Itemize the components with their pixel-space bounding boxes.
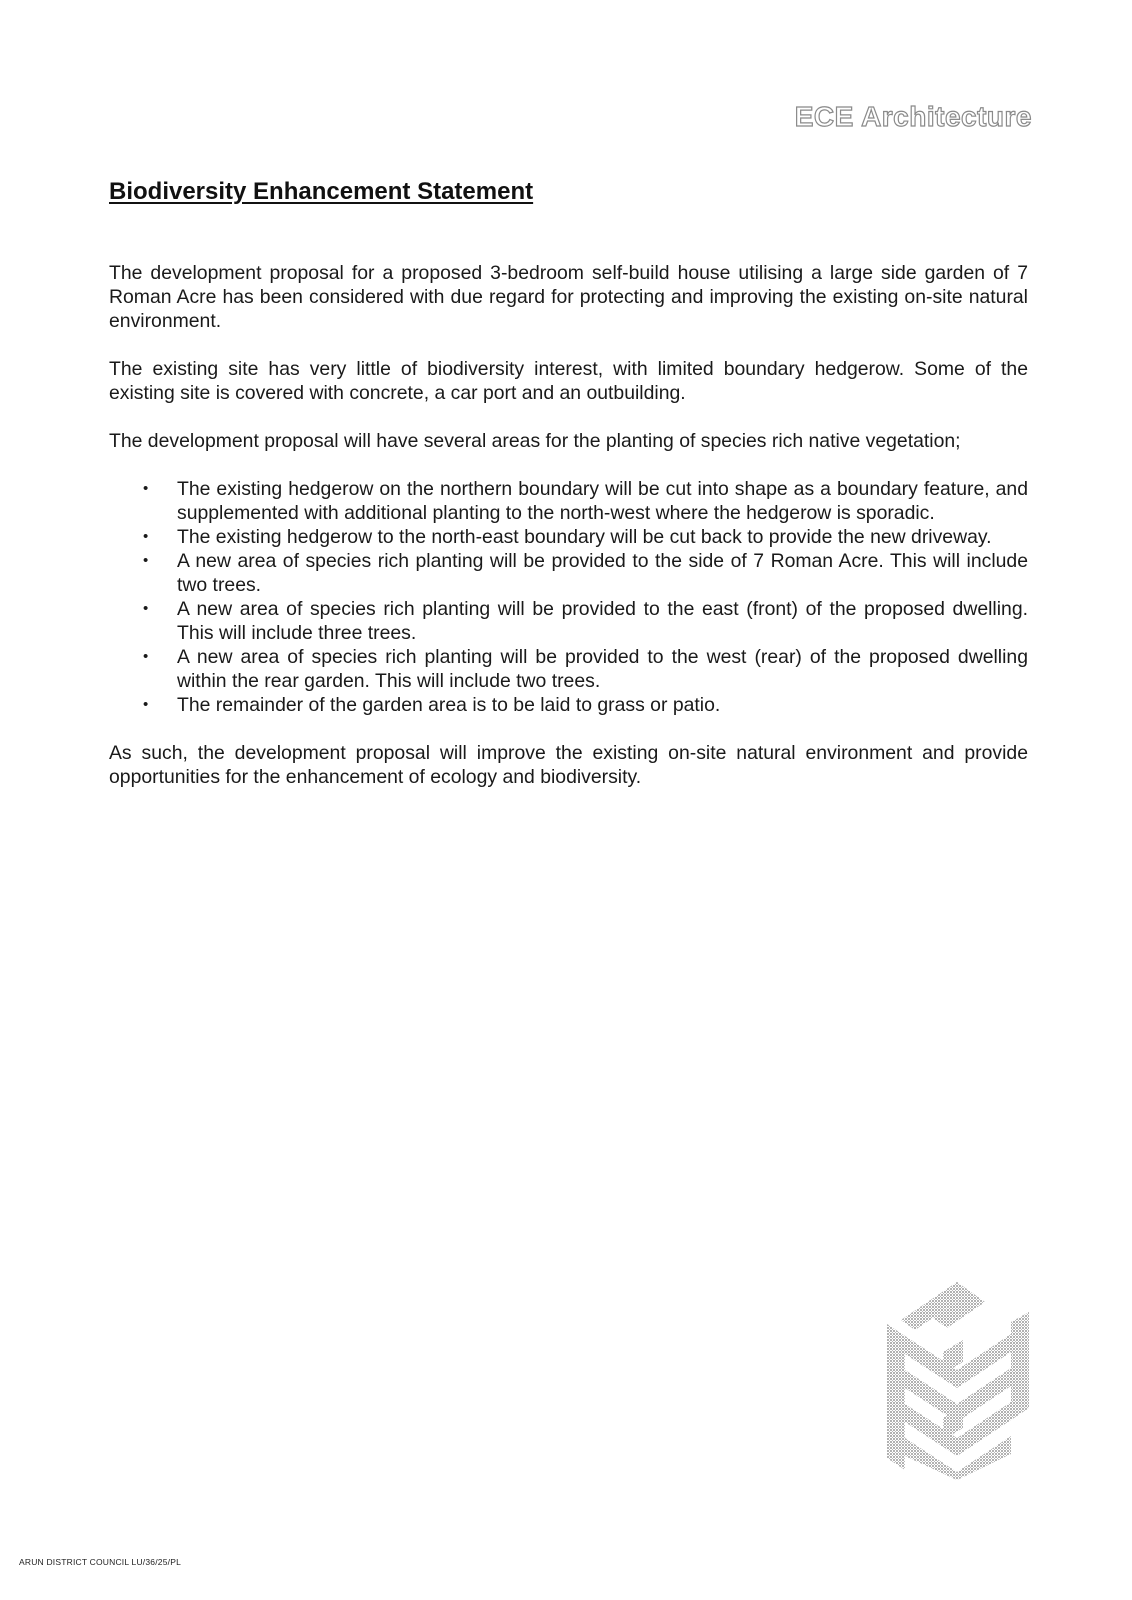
bullet-icon: • — [143, 648, 149, 666]
list-item — [143, 549, 1028, 597]
list-item-text: A new area of species rich planting will be provided to the west (rear) of the proposed dwelling within the rear garden. This will include two trees. — [177, 646, 1028, 693]
document-title: Biodiversity Enhancement Statement — [109, 178, 534, 205]
proposal-paragraph: The development proposal will have several areas for the planting of species rich native vegetation; — [109, 430, 961, 453]
list-item-text: The remainder of the garden area is to be laid to grass or patio. — [177, 694, 721, 717]
list-item-text: The existing hedgerow on the northern boundary will be cut into shape as a boundary feature, and supplemented with additional planting to the north-west where the hedgerow is sporadic. — [177, 478, 1028, 525]
existing-site-paragraph: The existing site has very little of biodiversity interest, with limited boundary hedgerow. Some of the existing site is covered with concrete, a car port and an outbuilding. — [109, 358, 1028, 405]
bullet-icon: • — [143, 696, 149, 714]
planting-list — [109, 477, 1028, 717]
list-item-text: The existing hedgerow to the north-east boundary will be cut back to provide the new driveway. — [177, 526, 992, 549]
list-item — [143, 693, 1028, 717]
brand-wordmark: ECE Architecture — [794, 101, 1032, 132]
list-item — [143, 525, 1028, 549]
ece-logo-icon — [887, 1282, 1029, 1480]
intro-paragraph: The development proposal for a proposed 3-bedroom self-build house utilising a large side garden of 7 Roman Acre has been considered with due regard for protecting and improving the existing on-site natural environment. — [109, 262, 1028, 333]
council-reference: ARUN DISTRICT COUNCIL LU/36/25/PL — [19, 1557, 182, 1567]
bullet-icon: • — [143, 480, 149, 498]
list-item — [143, 645, 1028, 693]
bullet-icon: • — [143, 600, 149, 618]
bullet-icon: • — [143, 528, 149, 546]
list-item — [143, 597, 1028, 645]
list-item-text: A new area of species rich planting will be provided to the side of 7 Roman Acre. This will include two trees. — [177, 550, 1028, 597]
bullet-icon: • — [143, 552, 149, 570]
conclusion-paragraph: As such, the development proposal will improve the existing on-site natural environment and provide opportunities for the enhancement of ecology and biodiversity. — [109, 742, 1028, 789]
document-body — [109, 176, 1028, 813]
list-item-text: A new area of species rich planting will be provided to the east (front) of the proposed dwelling. This will include three trees. — [177, 598, 1028, 645]
list-item — [143, 477, 1028, 525]
